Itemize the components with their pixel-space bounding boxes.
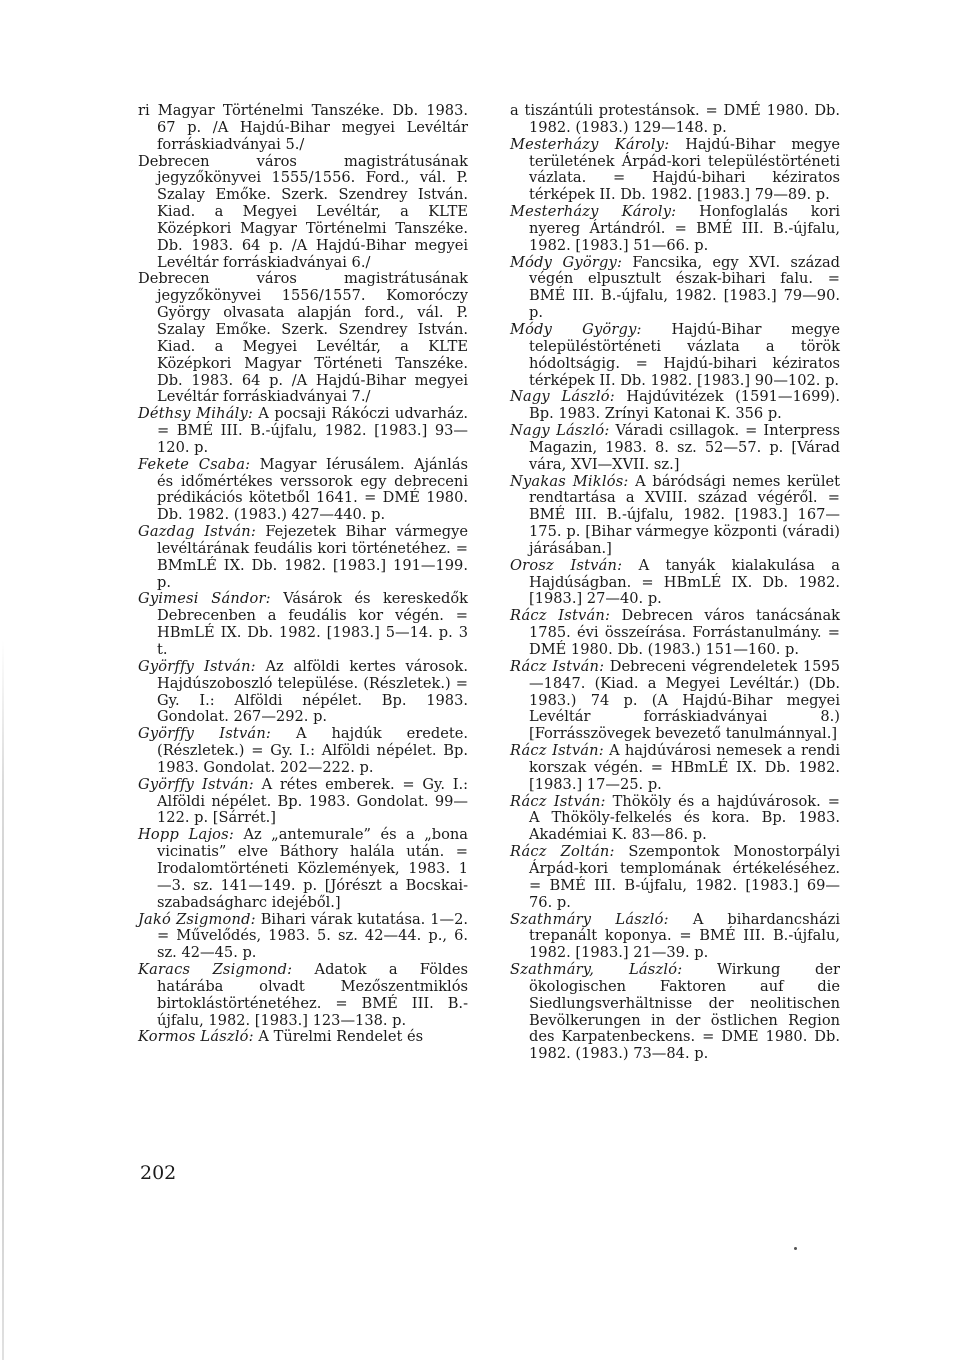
bibliography-entry: Rácz István: Debrecen város tanácsának 1785. évi összeírása. Forrástanulmány. = DMÉ 1980. Db. (1983.) 151—160. p.: [510, 607, 840, 658]
bibliography-entry: Rácz Zoltán: Szempontok Monostorpályi Árpád-kori templomának értékeléséhez. = BMÉ III. B-újfalu, 1982. [1983.] 69—76. p.: [510, 843, 840, 911]
bibliography-entry: Györffy István: A rétes emberek. = Gy. I.: Alföldi népélet. Bp. 1983. Gondolat. 99—122. p. [Sárrét.]: [138, 775, 469, 827]
bibliography-entry: Orosz István: A tanyák kialakulása a Hajdúságban. = HBmLÉ IX. Db. 1982. [1983.] 27—40. p.: [510, 556, 841, 608]
bibliography-entry: Rácz István: A hajdúvárosi nemesek a rendi korszak végén. = HBmLÉ IX. Db. 1982. [1983.] 17—25. p.: [510, 742, 840, 793]
bibliography-entry: Módy György: Fancsika, egy XVI. század végén elpusztult észak-bihari falu. = BMÉ III. B.-újfalu, 1982. [1983.] 79—90. p.: [510, 253, 840, 322]
bibliography-entry: Rácz István: Thököly és a hajdúvárosok. = A Thököly-felkelés és kora. Bp. 1983. Akadémiai K. 83—86. p.: [510, 792, 841, 844]
bibliography-entry: Hopp Lajos: Az „antemurale” és a „bona vicinatis” elve Báthory halála után. = Irodalomtörténeti Közlemények, 1983. 1—3. sz. 141—149. p. [Jórészt a Bocskai-szabadságharc idejéből.]: [138, 826, 468, 911]
scan-speck: [794, 1247, 797, 1250]
bibliography-entry: Debrecen város magistrátusának jegyzőkönyvei 1555/1556. Ford., vál. P. Szalay Emőke. Szerk. Szendrey István. Kiad. a Megyei Levéltár, a KLTE Középkori Magyar Történelmi Tanszéke. Db. 1983. 64 p. /A Hajdú-Bihar megyei Levéltár forráskiadványai 6./: [138, 152, 468, 271]
bibliography-entry: Szathmáry, László: Wirkung der ökologischen Faktoren auf die Siedlungsverhältnisse der neolitischen Bevölkerungen in der östlichen Region des Karpatenbeckens. = DME 1980. Db. 1982. (1983.) 73—84. p.: [510, 961, 840, 1063]
bibliography-entry: Gazdag István: Fejezetek Bihar vármegye levéltárának feudális kori történetéhez. = BMmLÉ IX. Db. 1982. [1983.] 191—199. p.: [138, 523, 468, 591]
bibliography-entry: Nagy László: Váradi csillagok. = Interpress Magazin, 1983. 8. sz. 52—57. p. [Várad vára, XVI—XVII. sz.]: [510, 422, 840, 473]
left-column: [138, 103, 468, 1046]
bibliography-entry: a tiszántúli protestánsok. = DMÉ 1980. Db. 1982. (1983.) 129—148. p.: [510, 102, 840, 136]
bibliography-entry: Györffy István: A hajdúk eredete. (Részletek.) = Gy. I.: Alföldi népélet. Bp. 1983. Gondolat. 202—222. p.: [138, 725, 469, 776]
bibliography-entry: Debrecen város magistrátusának jegyzőkönyvei 1556/1557. Komoróczy György olvasata alapján ford., vál. P. Szalay Emőke. Szerk. Szendrey István. Kiad. a Megyei Levéltár, a KLTE Középkori Magyar Történeti Tanszéke. Db. 1983. 64 p. /A Hajdú-Bihar megyei Levéltár forráskiadványai 7./: [138, 270, 468, 406]
bibliography-entry: Módy György: Hajdú-Bihar megye településtörténeti vázlata a török hódoltságig. = Hajdú-bihari kéziratos térképek II. Db. 1982. [1983.] 90—102. p.: [510, 320, 840, 389]
bibliography-entry: Déthsy Mihály: A pocsaji Rákóczi udvarház. = BMÉ III. B.-újfalu, 1982. [1983.] 93—120. p.: [138, 405, 469, 456]
bibliography-entry: Kormos László: A Türelmi Rendelet és: [138, 1028, 424, 1046]
bibliography-entry: Jakó Zsigmond: Bihari várak kutatása. 1—2. = Művelődés, 1983. 5. sz. 42—44. p., 6. sz. 42—45. p.: [138, 910, 468, 962]
bibliography-entry: Karacs Zsigmond: Adatok a Földes határába olvadt Mezőszentmiklós birtoklástörténetéhez. = BMÉ III. B.-újfalu, 1982. [1983.] 123—138. p.: [138, 961, 469, 1029]
scan-edge-shadow: [2, 640, 4, 1360]
bibliography-entry: Gyimesi Sándor: Vásárok és kereskedők Debrecenben a feudális kor végén. = HBmLÉ IX. Db. 1982. [1983.] 5—14. p. 3 t.: [138, 590, 468, 658]
bibliography-entry: Rácz István: Debreceni végrendeletek 1595—1847. (Kiad. a Megyei Levéltár.) (Db. 1983.) 74 p. (A Hajdú-Bihar megyei Levéltár forráskiadványai 8.) [Forrásszövegek bevezető tanulmánnyal.]: [510, 657, 840, 743]
bibliography-entry: Fekete Csaba: Magyar Iérusálem. Ajánlás és időmértékes verssorok egy debreceni prédikációs kötetből 1641. = DMÉ 1980. Db. 1982. (1983.) 427—440. p.: [138, 455, 469, 524]
bibliography-entry: Mesterházy Károly: Honfoglalás kori nyereg Ártándról. = BMÉ III. B.-újfalu, 1982. [1983.] 51—66. p.: [510, 203, 840, 254]
bibliography-entry: Györffy István: Az alföldi kertes városok. Hajdúszoboszló települése. (Részletek.) = Gy. I.: Alföldi népélet. Bp. 1983. Gondolat. 267—292. p.: [138, 657, 469, 726]
bibliography-entry: Nagy László: Hajdúvitézek (1591—1699). Bp. 1983. Zrínyi Katonai K. 356 p.: [510, 388, 840, 423]
bibliography-entry: Szathmáry László: A bihardancsházi trepanált koponya. = BMÉ III. B.-újfalu, 1982. [1983.] 21—39. p.: [510, 910, 841, 962]
page-number: 202: [140, 1162, 177, 1184]
bibliography-entry: Nyakas Miklós: A báródsági nemes kerület rendtartása a XVIII. század végéről. = BMÉ III. B.-újfalu, 1982. [1983.] 167—175. p. [Bihar vármegye központi (váradi) járásában.]: [510, 472, 841, 557]
bibliography-entry: Mesterházy Károly: Hajdú-Bihar megye területének Árpád-kori településtörténeti vázlata. = Hajdú-bihari kéziratos térképek II. Db. 1982. [1983.] 79—89. p.: [510, 135, 841, 204]
bibliography-entry: ri Magyar Történelmi Tanszéke. Db. 1983. 67 p. /A Hajdú-Bihar megyei Levéltár forráskiadványai 5./: [138, 102, 468, 153]
right-column: [510, 103, 840, 1063]
